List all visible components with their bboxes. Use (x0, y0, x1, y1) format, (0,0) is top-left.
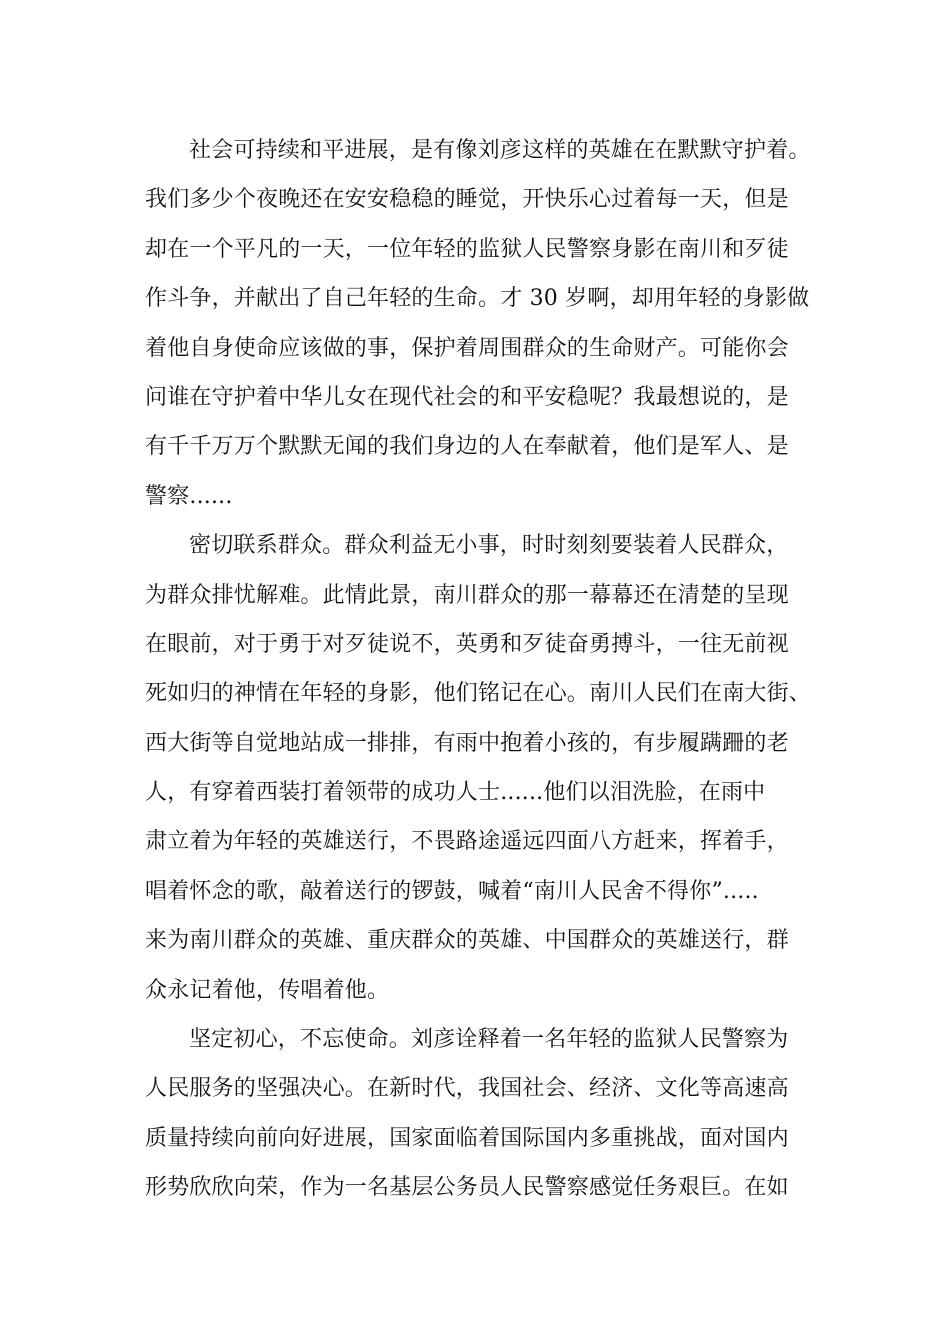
text-line: 作斗争，并献出了自己年轻的生命。才 30 岁啊，却用年轻的身影做 (145, 286, 810, 311)
text-line: 有千千万万个默默无闻的我们身边的人在奉献着，他们是军人、是 (145, 434, 789, 459)
text-line: 来为南川群众的英雄、重庆群众的英雄、中国群众的英雄送行，群 (145, 928, 789, 953)
text-line: 密切联系群众。群众利益无小事，时时刻刻要装着人民群众， (189, 533, 789, 558)
text-line: 人，有穿着西装打着领带的成功人士......他们以泪洗脸，在雨中 (145, 780, 766, 805)
text-line: 唱着怀念的歌，敲着送行的锣鼓，喊着“南川人民舍不得你”..... (145, 879, 759, 904)
text-line: 质量持续向前向好进展，国家面临着国际国内多重挑战，面对国内 (145, 1126, 789, 1151)
text-line: 为群众排忧解难。此情此景，南川群众的那一幕幕还在清楚的呈现 (145, 583, 789, 608)
text-line: 问谁在守护着中华儿女在现代社会的和平安稳呢？我最想说的，是 (145, 385, 789, 410)
text-line: 形势欣欣向荣，作为一名基层公务员人民警察感觉任务艰巨。在如 (145, 1175, 789, 1200)
text-line: 社会可持续和平进展，是有像刘彦这样的英雄在在默默守护着。 (189, 138, 811, 163)
text-line: 着他自身使命应该做的事，保护着周围群众的生命财产。可能你会 (145, 336, 789, 361)
text-line: 人民服务的坚强决心。在新时代，我国社会、经济、文化等高速高 (145, 1076, 789, 1101)
text-line: 警察...... (145, 484, 233, 509)
text-line: 死如归的神情在年轻的身影，他们铭记在心。南川人民们在南大街、 (145, 681, 812, 706)
text-line: 我们多少个夜晚还在安安稳稳的睡觉，开快乐心过着每一天，但是 (145, 187, 789, 212)
text-line: 却在一个平凡的一天，一位年轻的监狱人民警察身影在南川和歹徒 (145, 237, 789, 262)
text-line: 西大街等自觉地站成一排排，有雨中抱着小孩的，有步履蹒跚的老 (145, 731, 789, 756)
text-line: 肃立着为年轻的英雄送行，不畏路途遥远四面八方赶来，挥着手， (145, 829, 789, 854)
text-line: 众永记着他，传唱着他。 (145, 978, 390, 1003)
text-line: 在眼前，对于勇于对歹徒说不，英勇和歹徒奋勇搏斗，一往无前视 (145, 632, 789, 657)
text-line: 坚定初心，不忘使命。刘彦诠释着一名年轻的监狱人民警察为 (189, 1027, 789, 1052)
